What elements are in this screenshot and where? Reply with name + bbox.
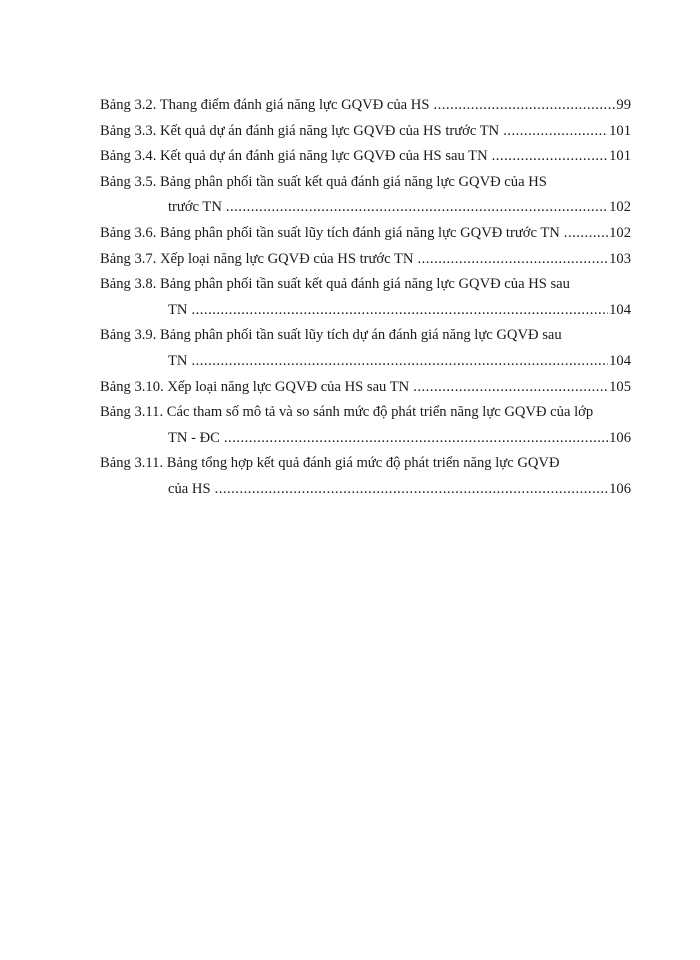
dot-leader [226,195,608,221]
toc-entry-label: Bảng 3.6. Bảng phân phối tần suất lũy tích đánh giá năng lực GQVĐ trước TN [100,224,560,241]
toc-entry-3-6[interactable] [100,221,631,247]
toc-entry-page: 106 [609,480,631,497]
toc-entry-label: Bảng 3.3. Kết quả dự án đánh giá năng lực GQVĐ của HS trước TN [100,122,500,139]
toc-entry-page: 103 [609,250,631,267]
dot-leader [564,221,608,247]
dot-leader [191,349,608,375]
toc-entry-3-10[interactable] [100,375,631,401]
dot-leader [413,375,608,401]
toc-entry-3-9[interactable] [100,323,631,374]
toc-entry-label: Bảng 3.10. Xếp loại năng lực GQVĐ của HS sau TN [100,378,410,395]
dot-leader [503,119,608,145]
toc-entry-3-3[interactable] [100,119,631,145]
dot-leader [191,298,608,324]
toc-entry-3-8[interactable] [100,272,631,323]
toc-entry-label: Bảng 3.7. Xếp loại năng lực GQVĐ của HS trước TN [100,250,414,267]
toc-entry-continuation: của HS [168,480,211,497]
toc-entry-continuation: TN - ĐC [168,429,220,446]
dot-leader [433,93,615,119]
toc-entry-label: Bảng 3.4. Kết quả dự án đánh giá năng lực GQVĐ của HS sau TN [100,148,488,165]
toc-entry-page: 104 [609,301,631,318]
toc-entry-3-4[interactable] [100,144,631,170]
toc-entry-3-5[interactable] [100,170,631,221]
toc-entry-continuation: TN [168,352,188,369]
dot-leader [417,247,608,273]
toc-entry-label: Bảng 3.5. Bảng phân phối tần suất kết quả đánh giá năng lực GQVĐ của HS [100,173,547,190]
table-of-tables [100,93,631,503]
toc-entry-3-11-b[interactable] [100,451,631,502]
toc-entry-continuation: TN [168,301,188,318]
toc-entry-page: 102 [609,224,631,241]
toc-entry-page: 106 [609,429,631,446]
dot-leader [492,144,608,170]
toc-entry-page: 104 [609,352,631,369]
toc-entry-3-2[interactable] [100,93,631,119]
toc-entry-label: Bảng 3.11. Các tham số mô tả và so sánh mức độ phát triển năng lực GQVĐ của lớp [100,404,594,421]
toc-entry-page: 105 [609,378,631,395]
dot-leader [215,477,609,503]
toc-entry-page: 101 [609,122,631,139]
dot-leader [224,426,608,452]
toc-entry-page: 99 [616,97,631,113]
toc-entry-continuation: trước TN [168,199,222,216]
toc-entry-label: Bảng 3.9. Bảng phân phối tần suất lũy tích dự án đánh giá năng lực GQVĐ sau [100,327,562,344]
toc-entry-label: Bảng 3.11. Bảng tổng hợp kết quả đánh giá mức độ phát triển năng lực GQVĐ [100,455,560,472]
toc-entry-3-7[interactable] [100,247,631,273]
toc-entry-label: Bảng 3.8. Bảng phân phối tần suất kết quả đánh giá năng lực GQVĐ của HS sau [100,276,570,293]
toc-entry-label: Bảng 3.2. Thang điểm đánh giá năng lực GQVĐ của HS [100,97,430,113]
toc-entry-3-11-a[interactable] [100,400,631,451]
toc-entry-page: 102 [609,199,631,216]
toc-entry-page: 101 [609,148,631,165]
